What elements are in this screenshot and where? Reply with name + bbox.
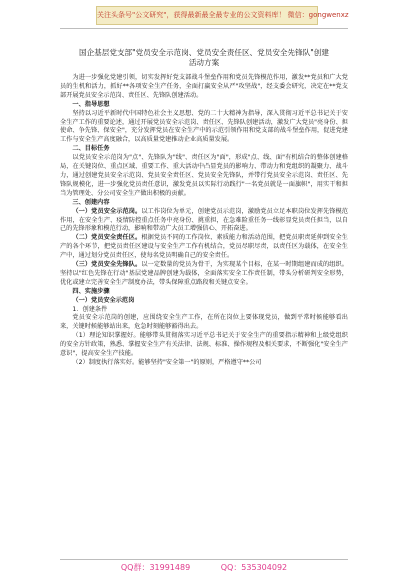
section-3-1-heading: （一）党员安全示范岗。 [72,207,142,215]
document-body [60,48,348,556]
section-4-1-subheading: 1．创建条件 [72,305,108,313]
intro-paragraph: 为进一步强化党建引领，切实发挥好党支部战斗堡垒作用和党员先锋模范作用，激发**党员和广大党员的生机和活力，抓好**各项安全生产任务，全面打赢安全从严"攻坚战"，经支委会研究，决定在**党支部开展党员安全示范岗、责任区、先锋队创建活动。 [60,74,348,99]
section-4-1-item-2: （2）制度执行落实好。能够坚持"安全第一"的原则，严格遵守**公司 [72,359,262,366]
title-line-1: 国企基层党支部"党员安全示范岗、党员安全责任区、党员安全先锋队"创建 [79,48,329,57]
title-line-2: 活动方案 [188,58,220,67]
section-3-1-text: 以工作岗位为单元，创建党员示范岗，激励党员立足本职岗位发挥先锋模范作用，在安全生产、疫情防控重点任务中亮身份、挑重担，在急难险重任务一线彰显党员责任担当，以自己的先锋形象和模范行动，影响和带动广大员工增强信心、开拓奋进。 [60,207,348,233]
footer-qq-group: QQ群：31991489 [120,563,191,572]
section-3-2-text: 根据党员不同的工作岗位、素质能力和活动范围，把党员职责延伸到安全生产的各个环节，把党员责任区建设与安全生产工作有机结合，党员尽职尽责，以责任区为载体，在安全生产中，通过划分党员责任区，使每名党员明确自己的安全责任。 [60,234,348,260]
header-divider [60,28,348,29]
section-1-paragraph: 坚持以习近平新时代中国特色社会主义思想、党的二十大精神为指导，深入贯彻习近平总书记关于安全生产工作的重要论述，通过开展党员安全示范岗、责任区、先锋队创建活动，激发广大党员"亮身份、担使命、争先锋、保安全"，充分发挥党员在安全生产中的示范引领作用和党支部的战斗堡垒作用，促进党建工作与安全生产高度融合，以高质量党建推动企业高质量发展。 [60,109,348,144]
promo-banner: 关注头条号"公文研究"，获得最新最全最专业的公文资料库！ 微信：gongwenxz [96,6,318,25]
section-3-heading: 三、创建内容 [72,198,110,206]
footer-divider [60,559,348,560]
section-3-3-heading: （三）党员安全先锋队。 [72,261,142,269]
section-1-heading: 一、指导思想 [72,100,110,108]
footer-qq: QQ：535304092 [220,563,288,572]
section-3-2-heading: （二）党员安全责任区。 [72,234,142,242]
section-2-heading: 二、目标任务 [72,145,110,153]
section-3-1-paragraph [60,208,348,235]
section-3-3-paragraph [60,261,348,288]
section-4-1-heading: （一）党员安全示范岗 [72,296,135,304]
section-3-2-paragraph [60,234,348,261]
document-title [60,48,348,68]
section-4-heading: 四、实施步骤 [72,287,110,295]
section-3-3-text: 以一定数量的党员为骨干，为实现某个目标，在某一时期组建而成的组织。坚持以"红色先锋在行动"基层党建品牌创建为载体，全面落实安全工作责任制，带头分析研判安全形势，优化或建立完善安全生产制度办法，带头保障重点路段和关键点安全。 [60,261,348,286]
section-4-1-paragraph: 党员安全示范岗的创建，应围绕安全生产工作，在所在岗位上要体现党员，做到平常时候能够看出来，关键时候能够站出来，危急时刻能够豁得出去。 [60,314,348,331]
section-2-paragraph: 以党员安全示范岗为"点"、先锋队为"线"、责任区为"面"，形成"点、线、面"有机结合的整体创建格局，在关键岗位、重点区域、重要工作、重大活动中凸显党员的影响力、带动力和党组织的凝聚力、战斗力，通过创建党员安全示范岗、党员安全责任区、党员安全先锋队，并带行党员安全示范岗、责任区、先锋队规模化，进一步强化党员责任意识，激发党员以实际行动践行"一名党员就是一面旗帜"，用实干和担当为管理处、分公司安全生产做出积极的贡献。 [60,154,348,197]
footer [60,562,348,574]
section-4-1-item-1: （1）理论知识掌握好。能够带头贯彻落实习近平总书记关于安全生产的重要指示精神和上级党组织的安全方针政策，熟悉、掌握安全生产有关法律、法规、标准、操作规程及相关要求，不断强化"安全生产意识"，提高安全生产技能。 [60,332,348,358]
